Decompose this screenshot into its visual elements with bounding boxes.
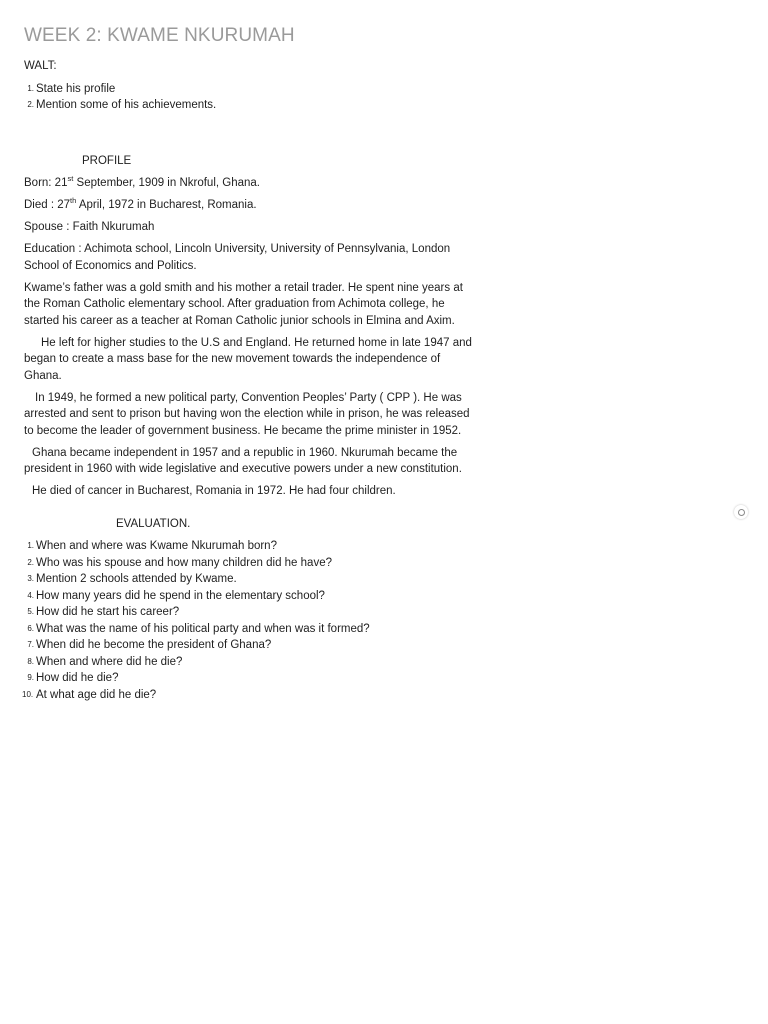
list-number: 10.	[22, 689, 34, 699]
born-rest: September, 1909 in Nkroful, Ghana.	[73, 177, 260, 189]
list-number: 5.	[27, 607, 34, 616]
born-prefix: Born: 21	[24, 177, 68, 189]
list-item	[24, 555, 476, 572]
list-number: 3.	[27, 574, 34, 583]
paragraph: He died of cancer in Bucharest, Romania in 1972. He had four children.	[32, 485, 396, 497]
evaluation-heading: EVALUATION.	[116, 517, 191, 530]
list-item-text: Mention some of his achievements.	[36, 99, 217, 111]
died-ordinal: th	[70, 196, 77, 205]
list-item-text: State his profile	[36, 82, 116, 95]
born-line	[24, 175, 476, 192]
list-item	[24, 81, 476, 98]
list-item-text: At what age did he die?	[36, 688, 157, 701]
evaluation-list	[24, 538, 476, 703]
side-panel-toggle-button[interactable]	[734, 505, 748, 519]
list-number: 2.	[27, 100, 34, 109]
education-line: Education : Achimota school, Lincoln University, University of Pennsylvania, London School of Economics and Politics.	[24, 243, 451, 272]
list-number: 8.	[27, 656, 34, 666]
list-item-text: Mention 2 schools attended by Kwame.	[36, 573, 237, 585]
list-item	[24, 538, 476, 555]
list-number: 1.	[27, 83, 34, 93]
page-title: WEEK 2: KWAME NKURUMAH	[24, 25, 295, 46]
list-item-text: When did he become the president of Ghana?	[36, 639, 272, 651]
paragraph: Kwame’s father was a gold smith and his mother a retail trader. He spent nine years at the Roman Catholic elementary school. After graduation from Achimota college, he started his career as a teacher at Roman Catholic junior schools in Elmina and Axim.	[24, 281, 463, 327]
list-number: 1.	[27, 541, 34, 550]
list-number: 2.	[27, 557, 34, 567]
list-item	[24, 637, 476, 654]
list-item	[24, 571, 476, 588]
list-number: 9.	[27, 673, 34, 682]
list-item-text: What was the name of his political party and when was it formed?	[36, 622, 370, 635]
list-item-text: When and where did he die?	[36, 655, 183, 668]
died-prefix: Died : 27	[24, 199, 71, 211]
objectives-list	[24, 81, 476, 114]
list-item	[24, 621, 476, 638]
list-item	[24, 687, 476, 704]
paragraph: He left for higher studies to the U.S and England. He returned home in late 1947 and began to create a mass base for the new movement towards the independence of Ghana.	[24, 336, 472, 382]
list-item	[24, 588, 476, 605]
paragraph: In 1949, he formed a new political party, Convention Peoples’ Party ( CPP ). He was arrested and sent to prison but having won the election while in prison, he was released to become the leader of government business. He became the prime minister in 1952.	[24, 391, 470, 437]
circle-icon	[738, 509, 745, 516]
spouse-line: Spouse : Faith Nkurumah	[24, 221, 155, 233]
list-number: 6.	[27, 623, 34, 633]
list-item-text: How many years did he spend in the elementary school?	[36, 589, 325, 602]
list-item-text: How did he die?	[36, 672, 119, 684]
died-line	[24, 197, 476, 214]
list-number: 4.	[27, 590, 34, 600]
document	[24, 24, 476, 703]
list-item-text: Who was his spouse and how many children did he have?	[36, 556, 332, 569]
profile-heading: PROFILE	[82, 154, 132, 167]
list-item	[24, 654, 476, 671]
list-number: 7.	[27, 640, 34, 649]
list-item	[24, 670, 476, 687]
list-item	[24, 97, 476, 114]
paragraph: Ghana became independent in 1957 and a republic in 1960. Nkurumah became the president in 1960 with wide legislative and executive powers under a new constitution.	[24, 446, 462, 475]
walt-label: WALT:	[24, 60, 57, 72]
born-ordinal: st	[67, 174, 74, 183]
died-rest: April, 1972 in Bucharest, Romania.	[76, 199, 257, 211]
list-item-text: How did he start his career?	[36, 606, 180, 618]
list-item	[24, 604, 476, 621]
list-item-text: When and where was Kwame Nkurumah born?	[36, 540, 277, 552]
